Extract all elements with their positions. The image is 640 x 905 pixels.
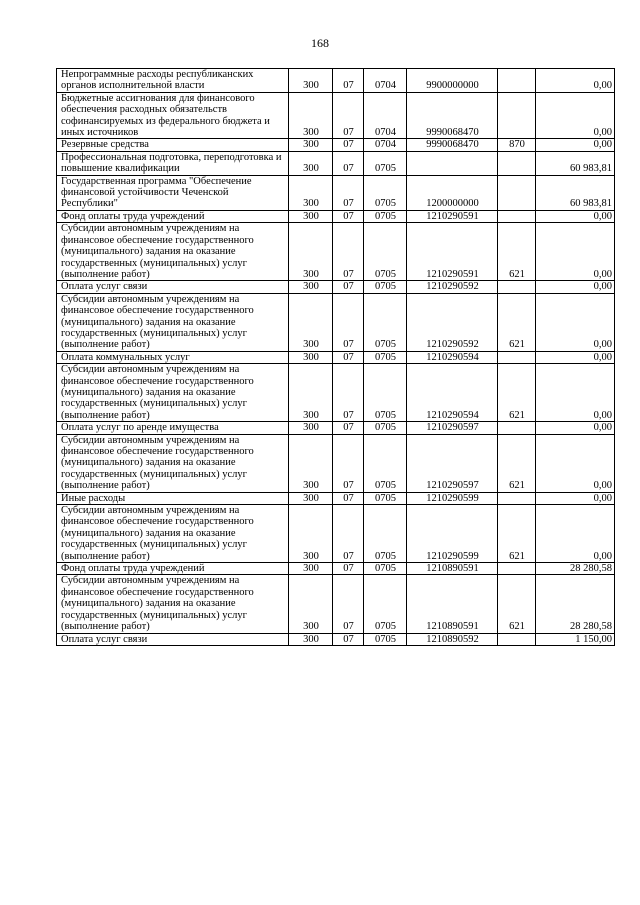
target-article-code: 9990068470	[407, 92, 498, 139]
ministry-code: 300	[289, 210, 333, 222]
amount: 0,00	[536, 364, 615, 422]
amount: 28 280,58	[536, 563, 615, 575]
amount: 0,00	[536, 351, 615, 363]
expense-name: Оплата услуг связи	[57, 633, 289, 645]
amount: 28 280,58	[536, 575, 615, 633]
table-row	[57, 281, 615, 293]
target-article-code: 1210890591	[407, 563, 498, 575]
section-code: 07	[333, 223, 364, 281]
amount: 0,00	[536, 505, 615, 563]
page-number: 168	[311, 36, 329, 50]
ministry-code: 300	[289, 505, 333, 563]
target-article-code: 1210290597	[407, 434, 498, 492]
amount: 0,00	[536, 92, 615, 139]
section-code: 07	[333, 175, 364, 210]
amount: 0,00	[536, 223, 615, 281]
expense-name: Субсидии автономным учреждениям на финансовое обеспечение государственного (муниципального) задания на оказание государственных (муниципальных) услуг (выполнение работ)	[57, 293, 289, 351]
subsection-code: 0704	[364, 69, 407, 93]
ministry-code: 300	[289, 422, 333, 434]
expense-name: Субсидии автономным учреждениям на финансовое обеспечение государственного (муниципального) задания на оказание государственных (муниципальных) услуг (выполнение работ)	[57, 223, 289, 281]
ministry-code: 300	[289, 92, 333, 139]
subsection-code: 0705	[364, 281, 407, 293]
section-code: 07	[333, 351, 364, 363]
target-article-code: 1210890592	[407, 633, 498, 645]
expense-type-code	[498, 281, 536, 293]
expense-type-code: 621	[498, 434, 536, 492]
amount: 0,00	[536, 281, 615, 293]
ministry-code: 300	[289, 281, 333, 293]
table-row	[57, 139, 615, 151]
table-row	[57, 434, 615, 492]
expense-name: Фонд оплаты труда учреждений	[57, 563, 289, 575]
amount: 0,00	[536, 434, 615, 492]
expense-type-code: 621	[498, 505, 536, 563]
amount: 0,00	[536, 139, 615, 151]
expense-type-code	[498, 210, 536, 222]
amount: 60 983,81	[536, 151, 615, 175]
table-row	[57, 364, 615, 422]
budget-table	[56, 68, 615, 646]
target-article-code: 1210290592	[407, 293, 498, 351]
section-code: 07	[333, 364, 364, 422]
subsection-code: 0705	[364, 364, 407, 422]
ministry-code: 300	[289, 364, 333, 422]
subsection-code: 0704	[364, 92, 407, 139]
table-body	[57, 69, 615, 646]
expense-type-code	[498, 92, 536, 139]
section-code: 07	[333, 69, 364, 93]
expense-type-code	[498, 151, 536, 175]
table-row	[57, 92, 615, 139]
section-code: 07	[333, 293, 364, 351]
target-article-code: 1210290594	[407, 364, 498, 422]
ministry-code: 300	[289, 563, 333, 575]
table-row	[57, 175, 615, 210]
table-row	[57, 151, 615, 175]
table-row	[57, 633, 615, 645]
expense-type-code: 621	[498, 364, 536, 422]
target-article-code: 9990068470	[407, 139, 498, 151]
expense-name: Оплата услуг связи	[57, 281, 289, 293]
subsection-code: 0705	[364, 492, 407, 504]
ministry-code: 300	[289, 293, 333, 351]
expense-name: Непрограммные расходы республиканских органов исполнительной власти	[57, 69, 289, 93]
subsection-code: 0704	[364, 139, 407, 151]
expense-type-code	[498, 633, 536, 645]
expense-name: Фонд оплаты труда учреждений	[57, 210, 289, 222]
subsection-code: 0705	[364, 434, 407, 492]
section-code: 07	[333, 434, 364, 492]
ministry-code: 300	[289, 633, 333, 645]
ministry-code: 300	[289, 351, 333, 363]
subsection-code: 0705	[364, 505, 407, 563]
expense-type-code	[498, 69, 536, 93]
section-code: 07	[333, 633, 364, 645]
expense-type-code: 621	[498, 293, 536, 351]
target-article-code	[407, 151, 498, 175]
subsection-code: 0705	[364, 175, 407, 210]
subsection-code: 0705	[364, 633, 407, 645]
expense-name: Профессиональная подготовка, переподготовка и повышение квалификации	[57, 151, 289, 175]
ministry-code: 300	[289, 223, 333, 281]
ministry-code: 300	[289, 151, 333, 175]
subsection-code: 0705	[364, 351, 407, 363]
expense-type-code: 621	[498, 575, 536, 633]
amount: 0,00	[536, 293, 615, 351]
ministry-code: 300	[289, 492, 333, 504]
section-code: 07	[333, 92, 364, 139]
expense-name: Субсидии автономным учреждениям на финансовое обеспечение государственного (муниципального) задания на оказание государственных (муниципальных) услуг (выполнение работ)	[57, 505, 289, 563]
expense-type-code	[498, 175, 536, 210]
target-article-code: 1210890591	[407, 575, 498, 633]
table-row	[57, 293, 615, 351]
subsection-code: 0705	[364, 575, 407, 633]
section-code: 07	[333, 563, 364, 575]
ministry-code: 300	[289, 434, 333, 492]
expense-name: Оплата услуг по аренде имущества	[57, 422, 289, 434]
ministry-code: 300	[289, 175, 333, 210]
target-article-code: 9900000000	[407, 69, 498, 93]
expense-name: Субсидии автономным учреждениям на финансовое обеспечение государственного (муниципального) задания на оказание государственных (муниципальных) услуг (выполнение работ)	[57, 364, 289, 422]
expense-type-code	[498, 422, 536, 434]
section-code: 07	[333, 281, 364, 293]
subsection-code: 0705	[364, 563, 407, 575]
target-article-code: 1210290597	[407, 422, 498, 434]
target-article-code: 1200000000	[407, 175, 498, 210]
subsection-code: 0705	[364, 293, 407, 351]
target-article-code: 1210290591	[407, 210, 498, 222]
expense-type-code	[498, 351, 536, 363]
expense-name: Иные расходы	[57, 492, 289, 504]
target-article-code: 1210290592	[407, 281, 498, 293]
table-row	[57, 422, 615, 434]
expense-type-code	[498, 492, 536, 504]
target-article-code: 1210290594	[407, 351, 498, 363]
expense-name: Бюджетные ассигнования для финансового обеспечения расходных обязательств софинансируемых из федерального бюджета и иных источников	[57, 92, 289, 139]
section-code: 07	[333, 492, 364, 504]
expense-name: Субсидии автономным учреждениям на финансовое обеспечение государственного (муниципального) задания на оказание государственных (муниципальных) услуг (выполнение работ)	[57, 575, 289, 633]
section-code: 07	[333, 575, 364, 633]
amount: 0,00	[536, 210, 615, 222]
expense-type-code	[498, 563, 536, 575]
amount: 0,00	[536, 69, 615, 93]
table-row	[57, 575, 615, 633]
table-row	[57, 492, 615, 504]
target-article-code: 1210290599	[407, 505, 498, 563]
section-code: 07	[333, 505, 364, 563]
subsection-code: 0705	[364, 223, 407, 281]
section-code: 07	[333, 151, 364, 175]
table-row	[57, 223, 615, 281]
ministry-code: 300	[289, 69, 333, 93]
amount: 0,00	[536, 492, 615, 504]
target-article-code: 1210290591	[407, 223, 498, 281]
ministry-code: 300	[289, 575, 333, 633]
expense-name: Субсидии автономным учреждениям на финансовое обеспечение государственного (муниципального) задания на оказание государственных (муниципальных) услуг (выполнение работ)	[57, 434, 289, 492]
section-code: 07	[333, 210, 364, 222]
subsection-code: 0705	[364, 210, 407, 222]
amount: 1 150,00	[536, 633, 615, 645]
expense-type-code: 870	[498, 139, 536, 151]
expense-name: Оплата коммунальных услуг	[57, 351, 289, 363]
subsection-code: 0705	[364, 422, 407, 434]
ministry-code: 300	[289, 139, 333, 151]
table-row	[57, 210, 615, 222]
expense-name: Резервные средства	[57, 139, 289, 151]
section-code: 07	[333, 422, 364, 434]
section-code: 07	[333, 139, 364, 151]
expense-type-code: 621	[498, 223, 536, 281]
table-row	[57, 69, 615, 93]
amount: 60 983,81	[536, 175, 615, 210]
table-row	[57, 505, 615, 563]
table-row	[57, 563, 615, 575]
expense-name: Государственная программа "Обеспечение финансовой устойчивости Чеченской Республики"	[57, 175, 289, 210]
subsection-code: 0705	[364, 151, 407, 175]
table-row	[57, 351, 615, 363]
amount: 0,00	[536, 422, 615, 434]
target-article-code: 1210290599	[407, 492, 498, 504]
